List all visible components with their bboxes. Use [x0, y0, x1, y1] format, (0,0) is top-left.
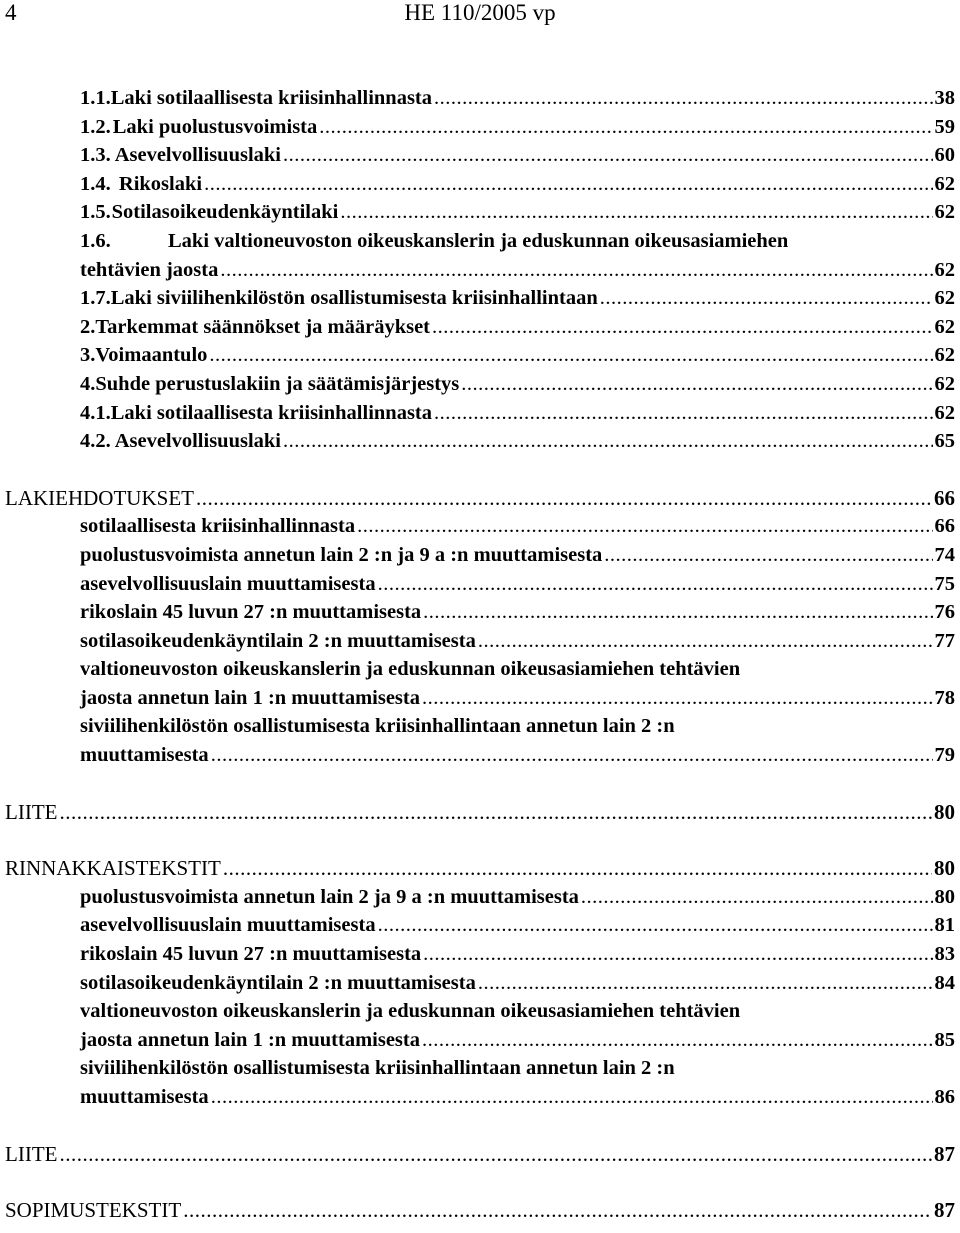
toc-entry-title: Rikoslaki — [118, 172, 203, 195]
dot-leader — [461, 370, 932, 399]
toc-entry-page: 65 — [934, 430, 955, 453]
toc-entry-number: 3. — [80, 344, 96, 367]
dot-leader — [204, 170, 932, 199]
toc-entry-title: rikoslain 45 luvun 27 :n muuttamisesta — [80, 943, 422, 966]
toc-entry — [0, 313, 960, 342]
toc-entry-title: Asevelvollisuuslaki — [114, 430, 281, 453]
dot-leader — [183, 1196, 932, 1225]
toc-entry — [0, 113, 960, 142]
toc-entry-title: asevelvollisuuslain muuttamisesta — [80, 914, 376, 937]
toc-entry — [0, 1083, 960, 1112]
toc-entry-number: 1.6. — [80, 229, 111, 252]
toc-entry — [0, 198, 960, 227]
toc-entry — [0, 141, 960, 170]
toc-entry — [0, 598, 960, 627]
dot-leader — [196, 484, 932, 513]
toc-entry-title: valtioneuvoston oikeuskanslerin ja eduskunnan oikeusasiamiehen tehtävien — [80, 658, 741, 681]
toc-entry-title: Sotilasoikeudenkäyntilaki — [111, 201, 339, 224]
toc-entry-page: 62 — [934, 258, 955, 281]
toc-entry-page: 79 — [934, 744, 955, 767]
toc-entry — [0, 570, 960, 599]
toc-entry-number: 1.1. — [80, 87, 111, 109]
table-of-contents — [0, 84, 960, 1225]
toc-entry-title: Laki puolustusvoimista — [112, 115, 318, 138]
toc-entry-title: SOPIMUSTEKSTIT — [5, 1198, 182, 1223]
toc-entry-title: sotilasoikeudenkäyntilain 2 :n muuttamisesta — [80, 629, 476, 652]
dot-leader — [478, 627, 933, 656]
toc-entry — [0, 1026, 960, 1055]
toc-entry-page: 87 — [934, 1198, 955, 1223]
toc-entry-title: Laki siviilihenkilöstön osallistumisesta kriisinhallintaan — [110, 287, 598, 310]
dot-leader — [432, 313, 932, 342]
toc-entry — [0, 1054, 960, 1083]
dot-leader — [211, 741, 933, 770]
dot-leader — [319, 113, 932, 142]
toc-entry-title: siviilihenkilöstön osallistumisesta kriisinhallintaan annetun lain 2 :n — [80, 1057, 675, 1080]
document-title: HE 110/2005 vp — [404, 0, 556, 25]
toc-entry — [0, 940, 960, 969]
page-header — [0, 0, 960, 30]
toc-entry — [0, 627, 960, 656]
toc-entry-page: 66 — [934, 485, 955, 510]
dot-leader — [600, 284, 933, 313]
toc-entry — [0, 997, 960, 1026]
dot-leader — [283, 427, 933, 456]
toc-entry-number: 2. — [80, 315, 96, 338]
toc-entry-page: 77 — [934, 629, 955, 652]
dot-leader — [478, 969, 933, 998]
toc-entry-page: 62 — [934, 172, 955, 195]
toc-entry-number: 1.3. — [80, 144, 111, 167]
toc-entry — [0, 969, 960, 998]
toc-entry-title: jaosta annetun lain 1 :n muuttamisesta — [80, 686, 420, 709]
dot-leader — [340, 198, 932, 227]
toc-entry-page: 60 — [934, 144, 955, 167]
toc-entry-page: 80 — [934, 885, 955, 908]
toc-entry-title: Laki sotilaallisesta kriisinhallinnasta — [110, 401, 432, 424]
dot-leader — [422, 1026, 933, 1055]
toc-entry-number: 1.7. — [80, 287, 111, 310]
toc-entry — [0, 1196, 960, 1225]
toc-entry — [0, 84, 960, 113]
toc-entry-title: Tarkemmat säännökset ja määräykset — [95, 315, 431, 338]
toc-entry-page: 80 — [934, 856, 955, 881]
toc-entry — [0, 655, 960, 684]
toc-entry-title: Voimaantulo — [95, 344, 208, 367]
toc-entry-page: 59 — [934, 115, 955, 138]
toc-entry — [0, 911, 960, 940]
toc-entry-title: RINNAKKAISTEKSTIT — [5, 856, 221, 881]
dot-leader — [223, 854, 932, 883]
toc-entry — [0, 256, 960, 285]
toc-entry — [0, 684, 960, 713]
section-spacer — [0, 456, 960, 484]
toc-entry-title: valtioneuvoston oikeuskanslerin ja eduskunnan oikeusasiamiehen tehtävien — [80, 1000, 741, 1023]
toc-entry-page: 38 — [934, 87, 955, 109]
toc-entry-title: asevelvollisuuslain muuttamisesta — [80, 572, 376, 595]
toc-entry-number: 4.2. — [80, 430, 111, 453]
dot-leader — [422, 684, 933, 713]
toc-entry-title: muuttamisesta — [80, 1086, 209, 1108]
toc-entry-page: 74 — [934, 543, 955, 566]
toc-entry — [0, 854, 960, 883]
dot-leader — [604, 541, 932, 570]
toc-entry-page: 84 — [934, 971, 955, 994]
toc-entry-number: 1.5. — [80, 201, 111, 224]
toc-entry — [0, 341, 960, 370]
dot-leader — [423, 598, 932, 627]
toc-entry — [0, 883, 960, 912]
toc-entry-page: 81 — [934, 914, 955, 937]
toc-entry-title: siviilihenkilöstön osallistumisesta kriisinhallintaan annetun lain 2 :n — [80, 715, 675, 738]
dot-leader — [283, 141, 933, 170]
toc-entry — [0, 284, 960, 313]
toc-entry — [0, 741, 960, 770]
toc-entry-title: puolustusvoimista annetun lain 2 ja 9 a :n muuttamisesta — [80, 885, 579, 908]
dot-leader — [59, 1140, 932, 1169]
toc-entry — [0, 399, 960, 428]
toc-entry — [0, 170, 960, 199]
dot-leader — [581, 883, 933, 912]
dot-leader — [357, 512, 932, 541]
toc-entry — [0, 512, 960, 541]
toc-entry-number: 4.1. — [80, 401, 111, 424]
toc-entry-page: 87 — [934, 1141, 955, 1166]
section-spacer — [0, 770, 960, 798]
toc-entry-title: Asevelvollisuuslaki — [114, 144, 281, 167]
toc-entry-page: 76 — [934, 601, 955, 624]
toc-entry-title: tehtävien jaosta — [80, 258, 219, 281]
toc-entry-title: Laki valtioneuvoston oikeuskanslerin ja eduskunnan oikeusasiamiehen — [168, 229, 789, 252]
toc-entry — [0, 1140, 960, 1169]
section-spacer — [0, 1112, 960, 1140]
toc-entry-page: 86 — [934, 1086, 955, 1108]
toc-entry-title: jaosta annetun lain 1 :n muuttamisesta — [80, 1028, 420, 1051]
dot-leader — [211, 1083, 933, 1112]
toc-entry-title: LIITE — [5, 799, 58, 824]
toc-entry — [0, 541, 960, 570]
section-spacer — [0, 1168, 960, 1196]
section-spacer — [0, 826, 960, 854]
dot-leader — [434, 399, 933, 428]
toc-entry-page: 62 — [934, 315, 955, 338]
toc-entry-title: sotilasoikeudenkäyntilain 2 :n muuttamisesta — [80, 971, 476, 994]
toc-entry-title: Laki sotilaallisesta kriisinhallinnasta — [110, 87, 432, 109]
toc-entry-title: sotilaallisesta kriisinhallinnasta — [80, 515, 356, 538]
toc-entry-page: 62 — [934, 344, 955, 367]
toc-entry-title: puolustusvoimista annetun lain 2 :n ja 9 a :n muuttamisesta — [80, 543, 603, 566]
toc-entry-page: 78 — [934, 686, 955, 709]
dot-leader — [423, 940, 932, 969]
toc-entry — [0, 427, 960, 456]
toc-entry — [0, 798, 960, 827]
dot-leader — [434, 84, 933, 113]
toc-entry-title: LAKIEHDOTUKSET — [5, 485, 194, 510]
toc-entry-title: Suhde perustuslakiin ja säätämisjärjestys — [95, 372, 460, 395]
toc-entry-number: 4. — [80, 372, 96, 395]
toc-entry-page: 62 — [934, 287, 955, 310]
toc-entry-number: 1.4. — [80, 172, 111, 195]
toc-entry-page: 85 — [934, 1028, 955, 1051]
toc-entry — [0, 712, 960, 741]
toc-entry-title: muuttamisesta — [80, 744, 209, 767]
dot-leader — [209, 341, 932, 370]
toc-entry-number: 1.2. — [80, 115, 111, 138]
dot-leader — [220, 256, 932, 285]
toc-entry-page: 75 — [934, 572, 955, 595]
dot-leader — [59, 798, 932, 827]
toc-entry-title: rikoslain 45 luvun 27 :n muuttamisesta — [80, 601, 422, 624]
page-number: 4 — [5, 0, 17, 25]
toc-entry — [0, 370, 960, 399]
dot-leader — [378, 570, 933, 599]
toc-entry-page: 62 — [934, 372, 955, 395]
dot-leader — [378, 911, 933, 940]
toc-entry — [0, 484, 960, 513]
toc-entry — [0, 227, 960, 256]
toc-entry-page: 83 — [934, 943, 955, 966]
toc-entry-page: 62 — [934, 401, 955, 424]
toc-entry-page: 66 — [934, 515, 955, 538]
toc-entry-title: LIITE — [5, 1141, 58, 1166]
toc-entry-page: 80 — [934, 799, 955, 824]
toc-entry-page: 62 — [934, 201, 955, 224]
